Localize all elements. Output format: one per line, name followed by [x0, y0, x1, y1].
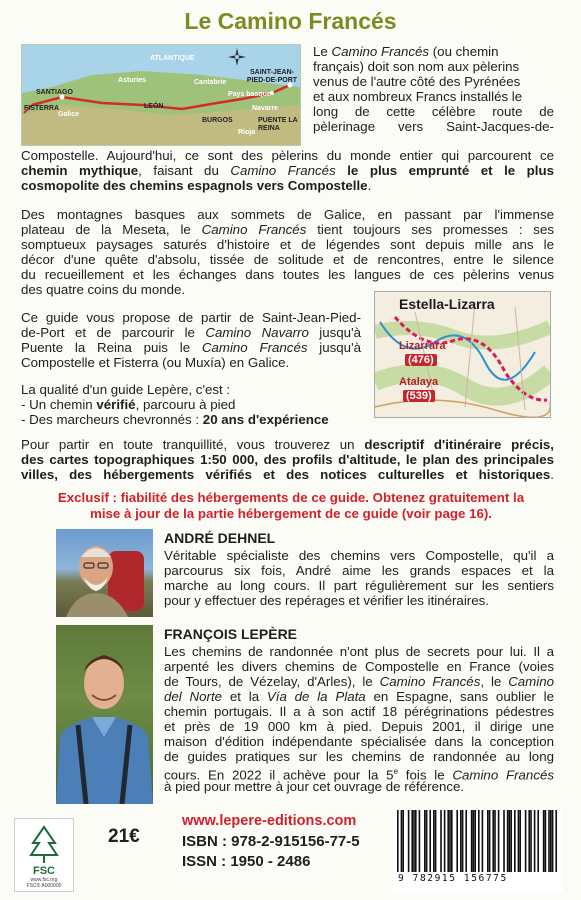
barcode-digits: 9 782915 156775: [398, 873, 508, 884]
author2-line-4: del Norte et la Vía de la Plata en Espagne, sans oublier le: [164, 689, 554, 704]
author1-line-2: parcourus six fois, André aime les grands espaces et la: [164, 563, 554, 578]
map2-place-2: Atalaya: [399, 376, 439, 388]
para2-line-4: décor d'une quête d'absolu, tissée de solitude et de rencontres, entre le silence: [21, 252, 554, 267]
author1-line-1: Véritable spécialiste des chemins vers Compostelle, qu'il a: [164, 548, 554, 563]
exclusive-notice: Exclusif : fiabilité des hébergements de ce guide. Obtenez gratuitement la mise à jour de la partie hébergement de ce guide (voir page 16).: [57, 490, 525, 521]
map-label-puente: PUENTE LA REINA: [258, 117, 298, 132]
author1-name: ANDRÉ DEHNEL: [164, 530, 276, 546]
map-label-galice: Galice: [58, 111, 80, 118]
camino-overview-map: [21, 44, 301, 146]
map-label-cantabrie: Cantabrie: [194, 79, 227, 86]
author2-line-5: chemin portugais. Il a à son actif 18 pérégrinations pédestres: [164, 704, 554, 719]
para3-line-2: de-Port et de parcourir le Camino Navarro jusqu'à: [21, 325, 362, 340]
map-label-navarre: Navarre: [252, 105, 279, 112]
author2-line-2: arpenté les divers chemins de Compostelle en France (voies: [164, 659, 554, 674]
para3-line-1: Ce guide vous propose de partir de Saint-Jean-Pied-: [21, 310, 361, 325]
intro-line-5: long de cette célèbre route de: [313, 104, 554, 119]
fsc-url: www.fsc.org: [30, 877, 58, 883]
intro-line-9: cosmopolite des chemins espagnols vers Compostelle.: [21, 178, 372, 193]
quality-line-1: La qualité d'un guide Lepère, c'est :: [21, 382, 231, 397]
map-label-saint-jean: SAINT-JEAN-PIED-DE-PORT: [246, 69, 298, 84]
author2-line-9: cours. En 2022 il achève pour la 5e fois le Camino Francés: [164, 767, 555, 783]
para2-line-5: du recueillement et les échanges dans toutes les langues de ces pèlerins venus: [21, 267, 554, 282]
map2-alt-2: (539): [403, 390, 435, 402]
para3-line-4: Compostelle et Fisterra (ou Muxía) en Galice.: [21, 355, 290, 370]
quality-line-3: - Des marcheurs chevronnés : 20 ans d'expérience: [21, 412, 329, 427]
author2-line-1: Les chemins de randonnée n'ont plus de secrets pour lui. Il a: [164, 644, 554, 659]
map-label-rioja: Rioja: [238, 129, 256, 136]
estella-topo-map: [374, 291, 551, 418]
para3-line-3: Puente la Reina puis le Camino Francés jusqu'à: [21, 340, 362, 355]
author1-line-4: pour y effectuer des repérages et vérifier les itinéraires.: [164, 593, 489, 608]
para2-line-2: plateau de la Meseta, le Camino Francés tient toujours ses promesses : ses: [21, 222, 554, 237]
author2-line-6: et près de 19 000 km à pied. Depuis 2001, il dirige une: [164, 719, 554, 734]
fsc-label: FSC: [33, 865, 55, 877]
author2-line-3: de Tours, de Vézelay, d'Arles), le Camino Francés, le Camino: [164, 674, 555, 689]
intro-line-2: français) doit son nom aux pèlerins: [313, 59, 520, 74]
author2-name: FRANÇOIS LEPÈRE: [164, 626, 298, 642]
quality-line-2: - Un chemin vérifié, parcouru à pied: [21, 397, 236, 412]
page-title: Le Camino Francés: [184, 8, 397, 34]
intro-line-6: pèlerinage vers Saint-Jacques-de-: [313, 119, 554, 134]
para4-line-2: des cartes topographiques 1:50 000, des profils d'altitude, le plan des principales: [21, 452, 554, 467]
isbn: ISBN : 978-2-915156-77-5: [182, 833, 360, 850]
para2-line-3: somptueux paysages saturés d'histoire et de légendes sont depuis mille ans le: [21, 237, 554, 252]
author2-line-8: de guides pratiques sur les chemins de randonnée au long: [164, 749, 554, 764]
intro-line-8: chemin mythique, faisant du Camino Francés le plus emprunté et le plus: [21, 163, 555, 178]
fsc-logo: [14, 818, 74, 892]
fsc-code: FSC® A000000: [26, 883, 62, 889]
map2-title: Estella-Lizarra: [399, 296, 495, 312]
andre-dehnel-photo: [56, 529, 153, 617]
author2-line-10: à pied pour mettre à jour cet ouvrage de référence.: [164, 779, 465, 794]
intro-line-4: et aux nombreux Francs installés le: [313, 89, 523, 104]
intro-line-1: Le Camino Francés (ou chemin: [313, 44, 499, 59]
issn: ISSN : 1950 - 2486: [182, 853, 311, 870]
map2-place-1: Lizarrara: [399, 340, 446, 352]
map-label-pays-basque: Pays basque: [228, 91, 271, 98]
map-label-fisterra: FISTERRA: [24, 105, 59, 112]
para2-line-1: Des montagnes basques aux sommets de Galice, en passant par l'immense: [21, 207, 554, 222]
map-label-atlantique: ATLANTIQUE: [150, 55, 195, 62]
intro-line-7: Compostelle. Aujourd'hui, ce sont des pèlerins du monde entier qui parcourent ce: [21, 148, 554, 163]
intro-line-3: venus de l'autre côté des Pyrénées: [313, 74, 521, 89]
map-label-leon: LEÓN: [144, 103, 164, 110]
author1-line-3: marche au long cours. Il part régulièrement sur les sentiers: [164, 578, 554, 593]
map-label-burgos: BURGOS: [202, 117, 233, 124]
para2-line-6: des quatre coins du monde.: [21, 282, 186, 297]
map-label-asturies: Asturies: [118, 77, 147, 84]
francois-lepere-photo: [56, 625, 153, 804]
para4-line-3: villes, des hébergements vérifiés et des notices culturelles et historiques.: [21, 467, 554, 482]
fsc-tree-icon: [31, 827, 57, 855]
map-label-santiago: SANTIAGO: [36, 89, 73, 96]
compass-rose-icon: [228, 48, 246, 66]
publisher-url[interactable]: www.lepere-editions.com: [182, 813, 357, 829]
map2-alt-1: (476): [405, 354, 437, 366]
para4-line-1: Pour partir en toute tranquillité, vous trouverez un descriptif d'itinéraire précis,: [21, 437, 554, 452]
author2-line-7: maison d'édition indépendante spécialisée dans la conception: [164, 734, 554, 749]
price: 21€: [108, 826, 140, 847]
